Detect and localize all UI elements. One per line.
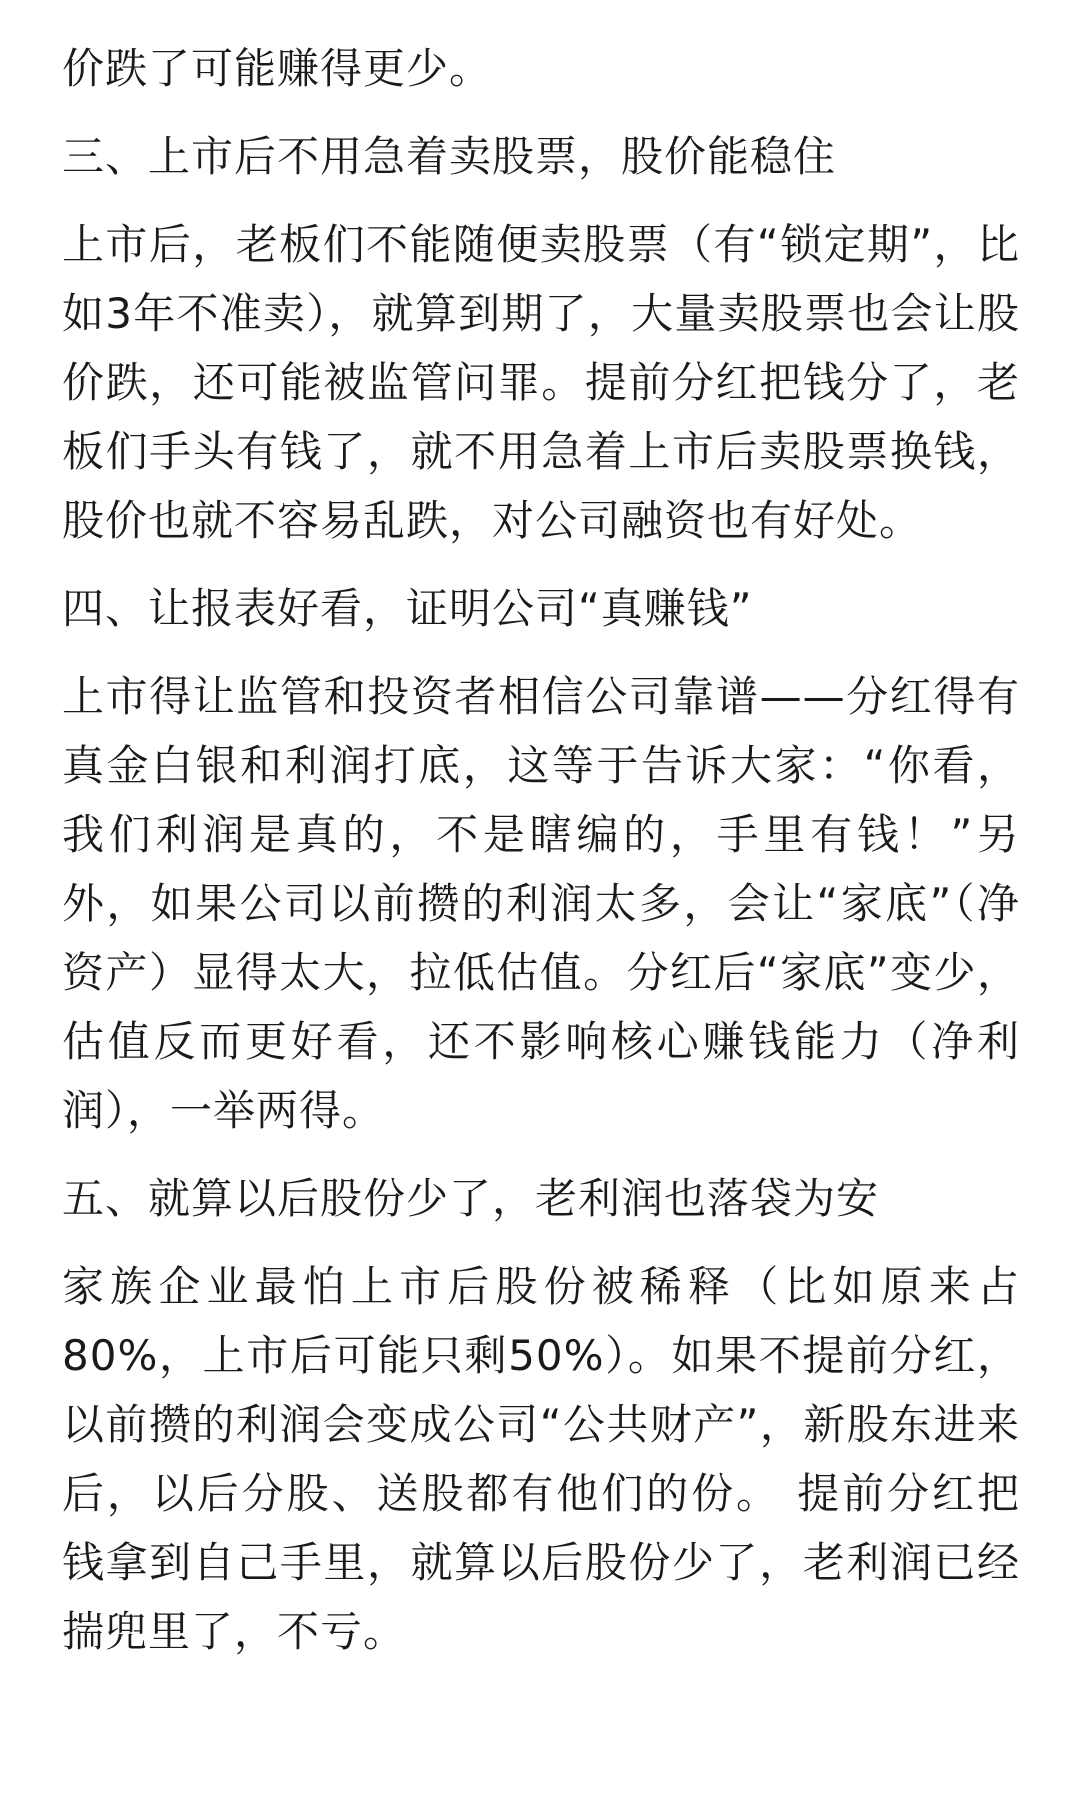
paragraph-intro-tail: 价跌了可能赚得更少。 — [62, 44, 493, 93]
section-heading-3: 三、上市后不用急着卖股票，股价能稳住 — [62, 132, 837, 181]
paragraph-section-3: 上市后，老板们不能随便卖股票（有“锁定期”，比如3年不准卖），就算到期了，大量卖股票也会让股价跌，还可能被监管问罪。提前分红把钱分了，老板们手头有钱了，就不用急着上市后卖股票换钱，股价也就不容易乱跌，对公司融资也有好处。 — [62, 220, 1020, 545]
section-heading-4: 四、让报表好看，证明公司“真赚钱” — [62, 584, 753, 633]
paragraph-section-5: 家族企业最怕上市后股份被稀释（比如原来占80%，上市后可能只剩50%）。如果不提前分红，以前攒的利润会变成公司“公共财产”，新股东进来后，以后分股、送股都有他们的份。 提前分红把钱拿到自己手里，就算以后股份少了，老利润已经揣兜里了，不亏。 — [62, 1262, 1020, 1656]
section-heading-5: 五、就算以后股份少了，老利润也落袋为安 — [62, 1174, 880, 1223]
paragraph-section-4: 上市得让监管和投资者相信公司靠谱——分红得有真金白银和利润打底，这等于告诉大家：“你看，我们利润是真的，不是瞎编的，手里有钱！”另外，如果公司以前攒的利润太多，会让“家底”（净资产）显得太大，拉低估值。分红后“家底”变少，估值反而更好看，还不影响核心赚钱能力（净利润），一举两得。 — [62, 672, 1020, 1135]
